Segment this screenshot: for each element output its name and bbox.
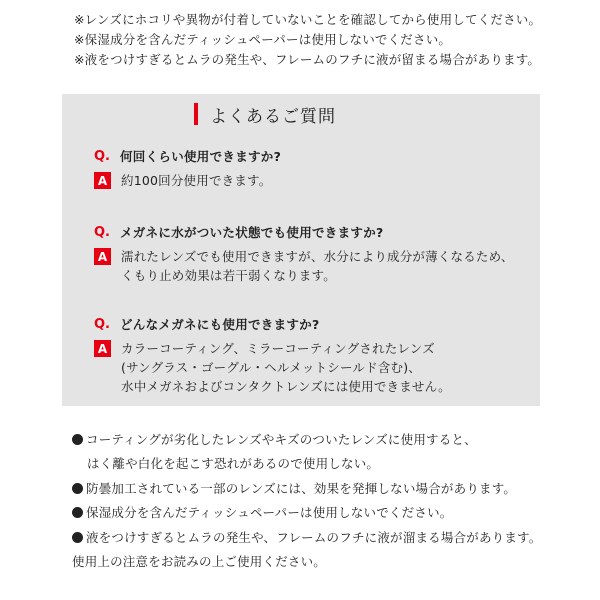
answer-badge: A: [94, 248, 111, 265]
bullet-icon: [72, 483, 83, 494]
note-text: はく離や白化を起こす恐れがあるので使用しない。: [87, 456, 380, 472]
answer-badge: A: [94, 172, 111, 189]
bullet-icon: [72, 507, 83, 518]
faq-title-text: よくあるご質問: [210, 106, 336, 127]
note-line: [72, 452, 541, 476]
answer-text: 水中メガネおよびコンタクトレンズには使用できません。: [121, 379, 451, 394]
question-mark: Q.: [94, 316, 110, 332]
question-mark: Q.: [94, 148, 110, 164]
top-note: ※液をつけすぎるとムラの発生や、フレームのフチに液が留まる場合があります。: [74, 52, 541, 67]
faq-item: [94, 222, 514, 285]
answer-text: (サングラス・ゴーグル・ヘルメットシールド含む)、: [121, 360, 422, 375]
top-note: ※保湿成分を含んだティッシュペーパーは使用しないでください。: [74, 32, 452, 47]
note-text: 使用上の注意をお読みの上ご使用ください。: [72, 554, 327, 570]
top-note: ※レンズにホコリや異物が付着していないことを確認してから使用してください。: [74, 12, 542, 27]
note-text: 液をつけすぎるとムラの発生や、フレームのフチに液が溜まる場合があります。: [86, 529, 542, 545]
top-notes: [74, 10, 541, 70]
faq-item: [94, 314, 451, 396]
title-accent-bar: [194, 103, 198, 125]
question-text: 何回くらい使用できますか?: [120, 149, 282, 164]
bullet-icon: [72, 434, 83, 445]
faq-item: [94, 146, 281, 190]
note-line: [72, 477, 541, 501]
note-text: コーティングが劣化したレンズやキズのついたレンズに使用すると、: [86, 432, 477, 447]
answer-text: 濡れたレンズでも使用できますが、水分により成分が薄くなるため、: [121, 249, 514, 264]
answer-badge: A: [94, 340, 111, 357]
answer-text: 約100回分使用できます。: [121, 173, 272, 188]
question-text: メガネに水がついた状態でも使用できますか?: [120, 225, 384, 240]
note-text: 保湿成分を含んだティッシュペーパーは使用しないでください。: [86, 505, 453, 521]
answer-text: カラーコーティング、ミラーコーティングされたレンズ: [121, 341, 435, 356]
note-line: [72, 428, 541, 452]
note-line: [72, 526, 541, 550]
faq-panel: [62, 94, 540, 406]
note-text: 防曇加工されている一部のレンズには、効果を発揮しない場合があります。: [86, 480, 517, 496]
note-line: [72, 550, 541, 574]
bottom-notes: [72, 428, 541, 574]
answer-text: くもり止め効果は若干弱くなります。: [121, 268, 336, 283]
faq-title: [194, 100, 336, 128]
note-line: [72, 501, 541, 525]
question-text: どんなメガネにも使用できますか?: [120, 317, 320, 332]
question-mark: Q.: [94, 224, 110, 240]
bullet-icon: [72, 532, 83, 543]
